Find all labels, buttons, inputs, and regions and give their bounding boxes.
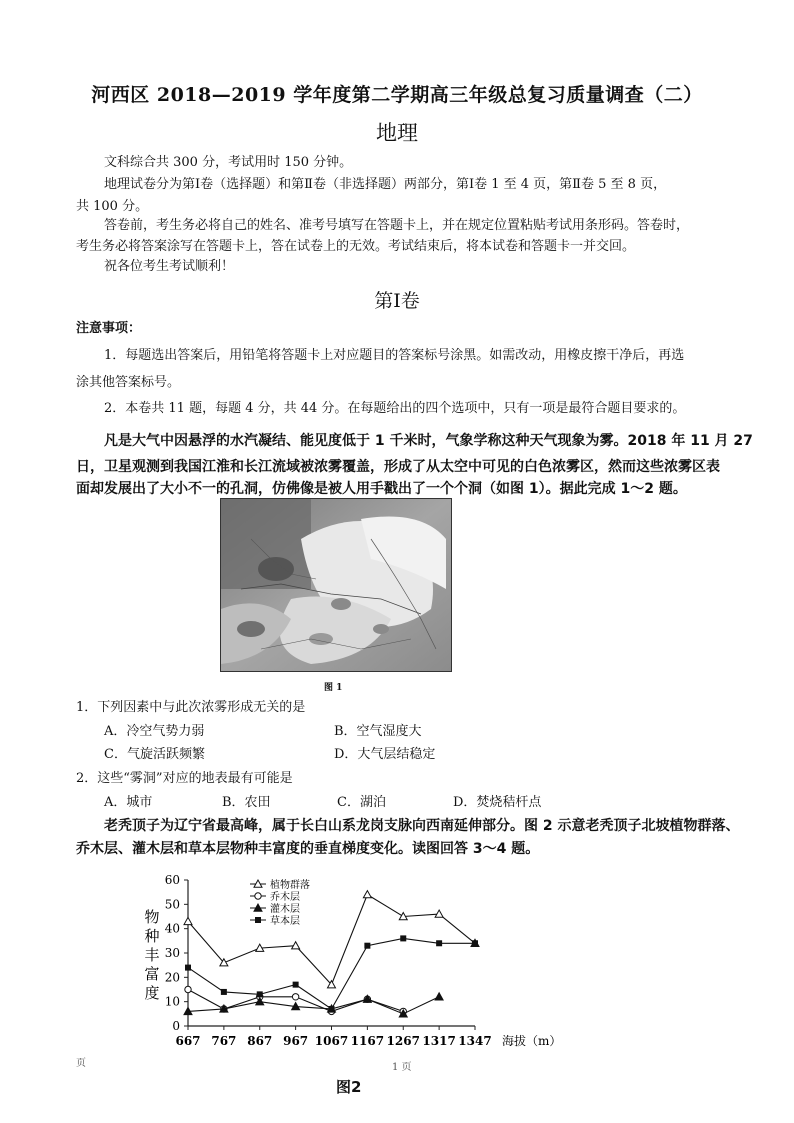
satellite-fog-graphic: [221, 499, 451, 671]
intro-line-2: 地理试卷分为第Ⅰ卷（选择题）和第Ⅱ卷（非选择题）两部分，第Ⅰ卷 1 至 4 页，第Ⅱ卷 5 至 8 页，: [104, 177, 667, 192]
question-2-option-d: D．焚烧秸杆点: [453, 795, 542, 810]
species-richness-chart: [130, 870, 580, 1060]
y-tick-label: 30: [164, 946, 180, 960]
series-2: [185, 986, 407, 1014]
x-tick-label: 667: [175, 1034, 201, 1048]
question-1-option-d: D．大气层结稳定: [334, 747, 436, 762]
section-title: 第Ⅰ卷: [374, 290, 420, 312]
question-2-option-c: C．湖泊: [337, 795, 386, 810]
x-tick-label: 1347: [458, 1034, 492, 1048]
y-axis-label-char: 富: [144, 965, 160, 983]
data-point: [185, 965, 191, 971]
series-line: [188, 895, 475, 985]
chart-series: [184, 891, 479, 1017]
series-line: [188, 938, 475, 1009]
question-1-option-c: C．气旋活跃频繁: [104, 747, 205, 762]
exam-title: 河西区 2018—2019 学年度第二学期高三年级总复习质量调查（二）: [91, 84, 703, 106]
legend-label: 灌木层: [270, 904, 300, 915]
data-point: [292, 994, 298, 1000]
chart-legend: [250, 878, 310, 927]
x-tick-label: 767: [211, 1034, 237, 1048]
x-axis-label: 海拔（m）: [502, 1034, 562, 1048]
y-tick-label: 0: [172, 1019, 180, 1033]
y-tick-label: 40: [164, 921, 180, 936]
satellite-fog-image: [220, 498, 452, 672]
notice-label: 注意事项：: [76, 321, 142, 336]
passage1-line-1: 凡是大气中因悬浮的水汽凝结、能见度低于 1 千米时，气象学称这种天气现象为雾。2018 年 11 月 27: [104, 433, 753, 449]
y-axis-label-char: 种: [144, 927, 160, 945]
y-tick-label: 60: [164, 873, 180, 887]
legend-marker: [255, 893, 261, 899]
figure-1-mark: 图 1: [324, 683, 343, 693]
data-point: [435, 993, 443, 1000]
note-2: 2．本卷共 11 题，每题 4 分，共 44 分。在每题给出的四个选项中，只有一项是最符合题目要求的。: [104, 401, 686, 416]
question-1-option-b: B．空气湿度大: [334, 724, 422, 739]
data-point: [293, 982, 299, 988]
legend-label: 草本层: [270, 916, 300, 927]
legend-label: 乔木层: [270, 892, 300, 903]
intro-line-4: 答卷前，考生务必将自己的姓名、准考号填写在答题卡上，并在规定位置粘贴考试用条形码。答卷时，: [104, 218, 690, 233]
data-point: [435, 910, 443, 917]
series-4: [185, 935, 478, 1012]
y-axis-label-char: 丰: [144, 946, 160, 964]
data-point: [364, 943, 370, 949]
data-point: [292, 942, 300, 949]
note-1b: 涂其他答案标号。: [76, 375, 181, 390]
question-2-option-a: A．城市: [104, 795, 153, 810]
legend-label: 植物群落: [270, 880, 310, 891]
y-axis-label-char: 度: [144, 984, 160, 1002]
x-tick-label: 1317: [422, 1034, 456, 1048]
x-tick-label: 967: [283, 1034, 309, 1048]
note-1a: 1．每题选出答案后，用铅笔将答题卡上对应题目的答案标号涂黑。如需改动，用橡皮擦干净后，再选: [104, 348, 685, 363]
question-1-option-a: A．冷空气势力弱: [104, 724, 205, 739]
x-tick-label: 1167: [350, 1034, 385, 1048]
y-tick-label: 20: [164, 970, 180, 985]
figure-2-caption: 图2: [336, 1078, 362, 1096]
data-point: [363, 891, 371, 898]
y-tick-label: 10: [164, 994, 180, 1009]
passage2-line-1: 老秃顶子为辽宁省最高峰，属于长白山系龙岗支脉向西南延伸部分。图 2 示意老秃顶子北坡植物群落、: [104, 818, 740, 834]
y-tick-label: 50: [164, 897, 180, 912]
series-1: [184, 891, 479, 988]
question-2-option-b: B．农田: [222, 795, 271, 810]
data-point: [436, 940, 442, 946]
question-2-stem: 2．这些“雾洞”对应的地表最有可能是: [76, 771, 293, 786]
x-tick-label: 1067: [314, 1034, 349, 1048]
footer-page: 1 页: [392, 1062, 412, 1073]
y-axis-label-char: 物: [144, 908, 160, 926]
legend-marker: [255, 917, 261, 923]
intro-line-5: 考生务必将答案涂写在答题卡上，答在试卷上的无效。考试结束后，将本试卷和答题卡一并交回。: [76, 239, 636, 254]
data-point: [221, 989, 227, 995]
data-point: [184, 917, 192, 924]
data-point: [472, 940, 478, 946]
x-tick-labels: [175, 1026, 491, 1048]
intro-line-1: 文科综合共 300 分，考试用时 150 分钟。: [104, 155, 353, 170]
x-tick-label: 1267: [386, 1034, 420, 1048]
passage2-line-2: 乔木层、灌木层和草本层物种丰富度的垂直梯度变化。读图回答 3～4 题。: [76, 841, 540, 857]
footer-left: 页: [76, 1058, 86, 1069]
intro-line-6: 祝各位考生考试顺利！: [104, 259, 235, 274]
y-tick-labels: [165, 873, 188, 1033]
data-point: [257, 991, 263, 997]
data-point: [185, 986, 191, 992]
data-point: [400, 935, 406, 941]
y-axis-label: [144, 908, 159, 1002]
passage1-line-2: 日，卫星观测到我国江淮和长江流域被浓雾覆盖，形成了从太空中可见的白色浓雾区，然而这些浓雾区表: [76, 459, 720, 475]
passage1-line-3: 面却发展出了大小不一的孔洞，仿佛像是被人用手戳出了一个个洞（如图 1）。据此完成 1～2 题。: [76, 481, 687, 497]
x-tick-label: 867: [247, 1034, 273, 1048]
question-1-stem: 1．下列因素中与此次浓雾形成无关的是: [76, 700, 306, 715]
subject-title: 地理: [376, 121, 418, 145]
intro-line-3: 共 100 分。: [76, 199, 149, 214]
data-point: [329, 1006, 335, 1012]
